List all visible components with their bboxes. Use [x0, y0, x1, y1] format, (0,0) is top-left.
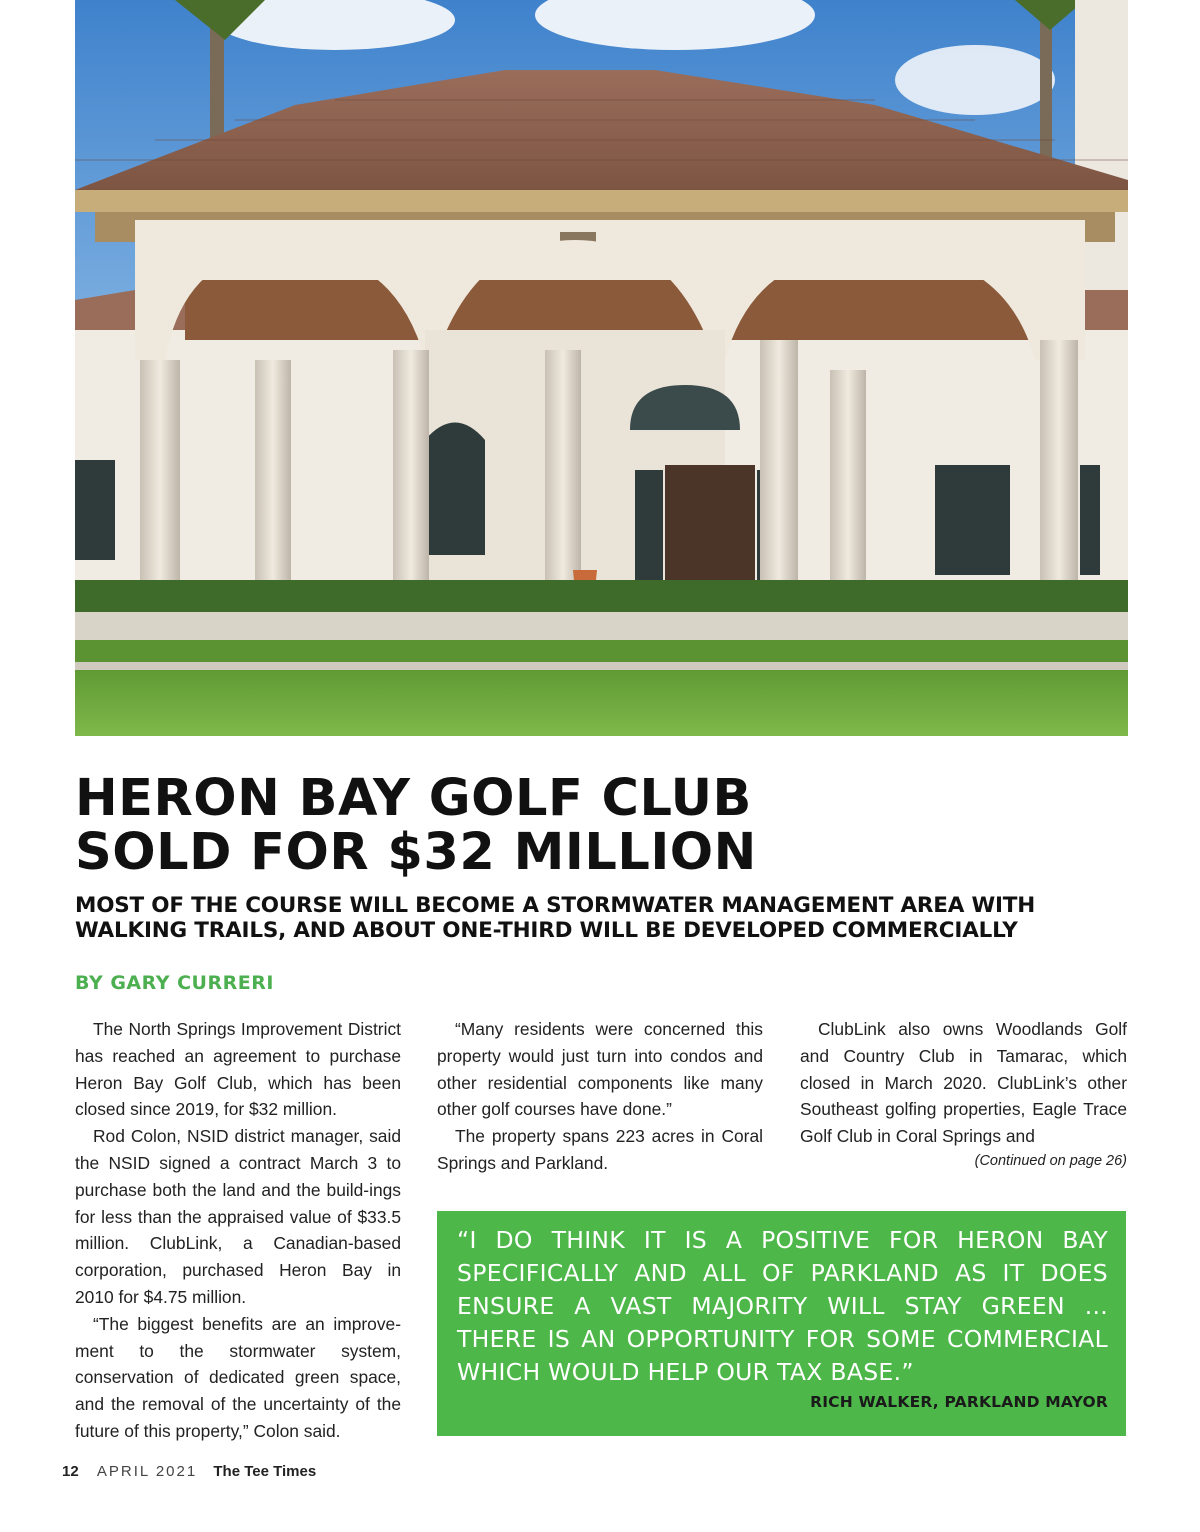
paragraph: The property spans 223 acres in Coral Springs and Parkland.	[437, 1126, 763, 1173]
headline-line-2: SOLD FOR $32 MILLION	[75, 823, 757, 882]
issue-date: APRIL 2021	[96, 1463, 198, 1480]
headline-line-1: HERON BAY GOLF CLUB	[75, 769, 752, 828]
subheadline	[75, 893, 1135, 943]
article-column-1	[75, 1016, 401, 1445]
pull-quote-attribution: RICH WALKER, PARKLAND MAYOR	[810, 1393, 1108, 1411]
subheadline-line-2: WALKING TRAILS, AND ABOUT ONE-THIRD WILL BE DEVELOPED COMMERCIALLY	[75, 918, 1018, 943]
article-column-2	[437, 1016, 763, 1177]
paragraph: “Many residents were concerned this property would just turn into condos and other residential components like many other golf courses have done.”	[437, 1019, 763, 1120]
clubhouse-illustration	[75, 0, 1128, 736]
paragraph: “The biggest benefits are an improve-ment to the stormwater system, conservation of dedicated green space, and the removal of the uncertainty of the future of this property,” Colon said.	[75, 1313, 401, 1441]
page-footer	[62, 1463, 316, 1480]
page-number: 12	[62, 1463, 79, 1480]
pull-quote-text: “I DO THINK IT IS A POSITIVE FOR HERON BAY SPECIFICALLY AND ALL OF PARKLAND AS IT DOES ENSURE A VAST MAJORITY WILL STAY GREEN ... THERE IS AN OPPORTUNITY FOR SOME COMMERCIAL WHICH WOULD HELP OUR TAX BASE.”	[457, 1226, 1108, 1386]
subheadline-line-1: MOST OF THE COURSE WILL BECOME A STORMWATER MANAGEMENT AREA WITH	[75, 893, 1036, 918]
paragraph: The North Springs Improvement District has reached an agreement to purchase Heron Bay Golf Club, which has been closed since 2019, for $32 million.	[75, 1019, 401, 1120]
publication-name: The Tee Times	[213, 1463, 317, 1480]
paragraph: ClubLink also owns Woodlands Golf and Country Club in Tamarac, which closed in March 2020. ClubLink’s other Southeast golfing properties, Eagle Trace Golf Club in Coral Springs and	[800, 1019, 1127, 1147]
continued-note: (Continued on page 26)	[974, 1152, 1127, 1169]
pull-quote-box	[437, 1211, 1126, 1436]
paragraph: Rod Colon, NSID district manager, said the NSID signed a contract March 3 to purchase both the land and the build-ings for less than the appraised value of $33.5 million. ClubLink, a Canadian-based corporation, purchased Heron Bay in 2010 for $4.75 million.	[75, 1126, 401, 1307]
headline	[75, 769, 1135, 882]
hero-photo	[75, 0, 1128, 736]
article-column-3	[800, 1016, 1127, 1171]
byline: BY GARY CURRERI	[75, 972, 274, 994]
